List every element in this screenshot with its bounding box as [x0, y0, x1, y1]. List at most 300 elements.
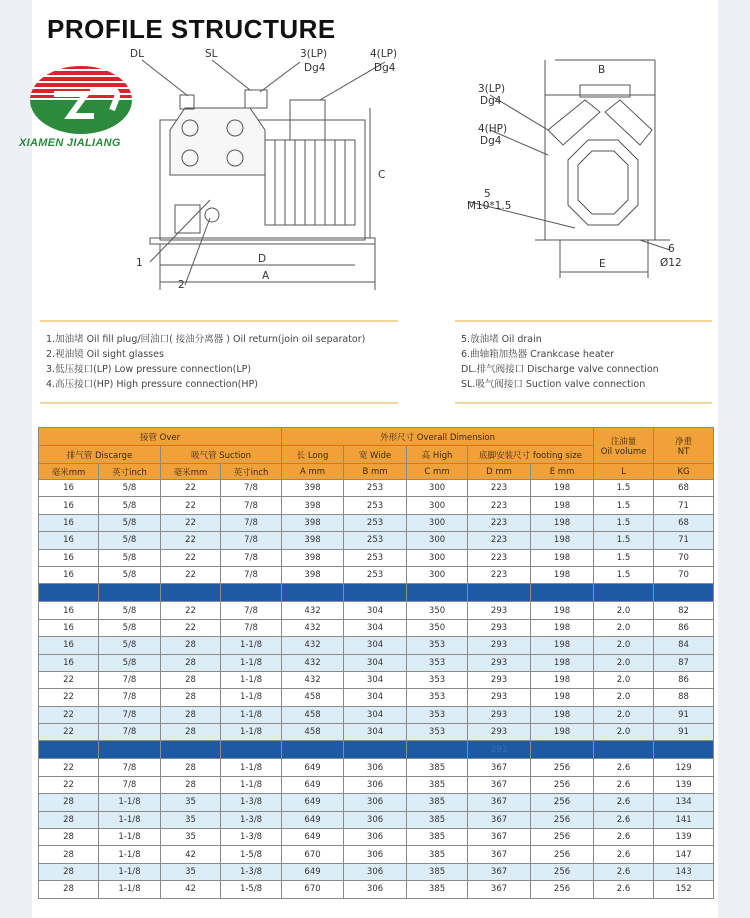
table-cell: 35	[161, 794, 221, 811]
table-cell: 353	[407, 671, 468, 688]
table-cell	[594, 584, 654, 602]
label-dg4-b: Dg4	[374, 62, 396, 74]
table-cell: 198	[531, 637, 594, 654]
table-cell: 7/8	[221, 549, 282, 566]
header-oil-cn: 注油量	[610, 436, 637, 447]
table-cell: 398	[282, 497, 344, 514]
table-cell: 1.5	[594, 480, 654, 497]
table-cell: 82	[654, 602, 714, 619]
table-cell: 2.0	[594, 706, 654, 723]
compressor-drawing	[0, 0, 750, 320]
header-unit: B mm	[344, 464, 407, 480]
table-cell: 293	[468, 654, 531, 671]
table-cell: 16	[39, 602, 99, 619]
table-cell: 22	[161, 619, 221, 636]
table-cell: 28	[39, 846, 99, 863]
table-cell: 304	[344, 671, 407, 688]
table-row	[39, 602, 714, 619]
table-cell: 198	[531, 602, 594, 619]
suction-valve	[245, 90, 267, 108]
table-cell: 16	[39, 637, 99, 654]
table-cell: 293	[468, 619, 531, 636]
table-cell: 68	[654, 514, 714, 531]
table-row	[39, 794, 714, 811]
table-cell: 2.0	[594, 619, 654, 636]
table-cell: 306	[344, 829, 407, 846]
header-unit: A mm	[282, 464, 344, 480]
table-row	[39, 637, 714, 654]
table-row	[39, 514, 714, 531]
table-cell: 28	[161, 759, 221, 776]
table-cell: 1-1/8	[221, 637, 282, 654]
table-cell	[594, 741, 654, 759]
table-cell: 87	[654, 654, 714, 671]
table-cell: 300	[407, 514, 468, 531]
table-cell: 223	[468, 480, 531, 497]
table-cell: 147	[654, 846, 714, 863]
header-unit: 英寸inch	[99, 464, 161, 480]
table-cell: 22	[39, 776, 99, 793]
table-cell: 16	[39, 654, 99, 671]
table-cell: 198	[531, 689, 594, 706]
legend-item: 1.加油堵 Oil fill plug/回油口( 接油分离器 ) Oil return(join oil separator)	[46, 334, 366, 345]
table-cell: 300	[407, 566, 468, 583]
table-cell: 367	[468, 829, 531, 846]
table-cell: 5/8	[99, 532, 161, 549]
table-cell: 35	[161, 829, 221, 846]
table-cell: 367	[468, 863, 531, 880]
table-cell: 1-1/8	[221, 759, 282, 776]
table-row	[39, 497, 714, 514]
table-cell: 22	[161, 514, 221, 531]
table-cell	[99, 741, 161, 759]
table-cell: 88	[654, 689, 714, 706]
header-high: 高 High	[407, 446, 468, 464]
table-cell: 22	[161, 602, 221, 619]
table-row	[39, 566, 714, 583]
table-cell: 649	[282, 794, 344, 811]
table-cell: 2.6	[594, 811, 654, 828]
label-e: E	[599, 258, 606, 270]
table-cell: 398	[282, 480, 344, 497]
table-cell: 7/8	[99, 689, 161, 706]
table-cell: 432	[282, 671, 344, 688]
table-cell: 432	[282, 637, 344, 654]
table-cell: 1.5	[594, 514, 654, 531]
table-cell: 1.5	[594, 497, 654, 514]
table-cell: 367	[468, 811, 531, 828]
table-cell: 1-1/8	[221, 654, 282, 671]
header-unit: 毫米mm	[39, 464, 99, 480]
table-cell: 5/8	[99, 480, 161, 497]
label-1: 1	[136, 257, 143, 269]
table-row	[39, 480, 714, 497]
table-cell: 7/8	[99, 671, 161, 688]
table-cell: 253	[344, 480, 407, 497]
legend-item: 6.曲轴箱加热器 Crankcase heater	[461, 349, 614, 360]
table-cell	[221, 584, 282, 602]
table-cell: 1-1/8	[221, 776, 282, 793]
table-cell: 86	[654, 671, 714, 688]
table-cell: 28	[39, 863, 99, 880]
table-cell: 28	[161, 724, 221, 741]
table-cell: 367	[468, 846, 531, 863]
table-cell: 2.0	[594, 654, 654, 671]
table-cell: 458	[282, 689, 344, 706]
table-cell: 293	[468, 724, 531, 741]
table-cell: 1-1/8	[99, 846, 161, 863]
table-cell: 7/8	[221, 602, 282, 619]
table-cell: 256	[531, 776, 594, 793]
table-cell: 353	[407, 654, 468, 671]
logo-text: XIAMEN JIALIANG	[19, 137, 121, 149]
label-m10: M10*1.5	[467, 200, 512, 212]
table-cell: 293	[468, 689, 531, 706]
table-cell: 22	[39, 689, 99, 706]
table-cell: 16	[39, 532, 99, 549]
table-cell: 68	[654, 480, 714, 497]
legend-item: DL.排气阀接口 Discharge valve connection	[461, 364, 659, 375]
table-cell: 304	[344, 724, 407, 741]
table-cell	[221, 741, 282, 759]
table-cell: 22	[39, 759, 99, 776]
table-cell: 5/8	[99, 497, 161, 514]
table-cell: 7/8	[99, 776, 161, 793]
table-cell: 649	[282, 759, 344, 776]
table-cell: 141	[654, 811, 714, 828]
label-a: A	[262, 270, 270, 282]
table-cell: 385	[407, 776, 468, 793]
legend-item: 4.高压接口(HP) High pressure connection(HP)	[46, 379, 258, 390]
table-cell: 300	[407, 480, 468, 497]
table-cell: 28	[161, 671, 221, 688]
table-cell: 649	[282, 829, 344, 846]
table-cell: 304	[344, 689, 407, 706]
mounting-base	[150, 238, 375, 244]
label-sl: SL	[205, 48, 218, 60]
table-cell: 458	[282, 706, 344, 723]
label-4lp: 4(LP)	[370, 48, 398, 60]
table-cell: 7/8	[221, 514, 282, 531]
table-cell: 198	[531, 724, 594, 741]
table-cell: 22	[39, 724, 99, 741]
table-cell	[161, 584, 221, 602]
label-b: B	[598, 64, 606, 76]
table-cell: 2.6	[594, 794, 654, 811]
table-cell: 253	[344, 549, 407, 566]
table-cell: 2.6	[594, 846, 654, 863]
label-6: 6	[668, 243, 675, 255]
table-cell: 1.5	[594, 566, 654, 583]
table-cell	[407, 741, 468, 759]
table-cell: 1.5	[594, 549, 654, 566]
table-cell: 432	[282, 654, 344, 671]
table-cell: 253	[344, 497, 407, 514]
page-title: PROFILE STRUCTURE	[47, 14, 336, 44]
table-cell: 1-3/8	[221, 829, 282, 846]
legend-item: 2.视油镜 Oil sight glasses	[46, 349, 164, 360]
table-row	[39, 776, 714, 793]
table-cell: 5/8	[99, 602, 161, 619]
table-cell: 306	[344, 759, 407, 776]
table-cell	[654, 584, 714, 602]
table-cell: 198	[531, 532, 594, 549]
table-cell: 1-5/8	[221, 881, 282, 898]
table-cell: 129	[654, 759, 714, 776]
header-wide: 宽 Wide	[344, 446, 407, 464]
table-cell: 2.0	[594, 671, 654, 688]
table-cell: 143	[654, 863, 714, 880]
header-footing: 底脚安装尺寸 footing size	[468, 446, 594, 464]
table-cell: 304	[344, 706, 407, 723]
table-row	[39, 689, 714, 706]
table-cell: 2.6	[594, 881, 654, 898]
table-cell: 7/8	[99, 724, 161, 741]
table-cell: 1-3/8	[221, 794, 282, 811]
header-unit: D mm	[468, 464, 531, 480]
table-cell: 367	[468, 759, 531, 776]
table-cell: 300	[407, 532, 468, 549]
label-2: 2	[178, 279, 185, 291]
table-cell: 1-1/8	[99, 811, 161, 828]
table-cell: 1-1/8	[99, 794, 161, 811]
table-cell: 71	[654, 497, 714, 514]
table-cell: 1-5/8	[221, 846, 282, 863]
table-cell: 300	[407, 497, 468, 514]
table-cell: 398	[282, 514, 344, 531]
table-cell: 2.6	[594, 759, 654, 776]
table-cell: 398	[282, 566, 344, 583]
table-cell	[654, 741, 714, 759]
table-cell: 28	[161, 654, 221, 671]
table-cell: 28	[39, 881, 99, 898]
table-row	[39, 706, 714, 723]
table-row	[39, 846, 714, 863]
table-cell: 398	[282, 549, 344, 566]
table-cell: 256	[531, 863, 594, 880]
table-cell: 304	[344, 637, 407, 654]
table-cell: 71	[654, 532, 714, 549]
table-cell: 458	[282, 724, 344, 741]
table-cell: 28	[161, 689, 221, 706]
table-row	[39, 619, 714, 636]
table-cell: 306	[344, 794, 407, 811]
header-weight-cn: 净重	[675, 436, 693, 447]
table-cell: 353	[407, 689, 468, 706]
table-row	[39, 829, 714, 846]
label-3lp-side: 3(LP)	[478, 83, 506, 95]
label-4hp-side: 4(HP)	[478, 123, 508, 135]
table-cell: 198	[531, 497, 594, 514]
table-cell: 22	[39, 671, 99, 688]
table-cell: 1-1/8	[221, 706, 282, 723]
table-cell: 198	[531, 480, 594, 497]
table-cell: 28	[39, 794, 99, 811]
legend-right	[455, 320, 712, 404]
table-cell: 385	[407, 881, 468, 898]
table-cell: 649	[282, 776, 344, 793]
spec-table	[38, 427, 714, 899]
table-cell: 7/8	[99, 706, 161, 723]
table-cell: 432	[282, 619, 344, 636]
table-cell: 139	[654, 829, 714, 846]
label-dg4-d: Dg4	[480, 135, 502, 147]
table-cell: 256	[531, 759, 594, 776]
table-cell	[282, 584, 344, 602]
legend-left	[40, 320, 398, 404]
table-cell: 16	[39, 566, 99, 583]
table-row	[39, 759, 714, 776]
table-cell: 22	[161, 480, 221, 497]
table-cell: 385	[407, 829, 468, 846]
table-cell: 385	[407, 759, 468, 776]
table-cell: 353	[407, 724, 468, 741]
table-cell: 2.0	[594, 602, 654, 619]
table-cell: 22	[39, 706, 99, 723]
header-unit: L	[594, 464, 654, 480]
label-dl: DL	[130, 48, 144, 60]
table-cell: 293	[468, 637, 531, 654]
header-dimension: 外形尺寸 Overall Dimension	[282, 428, 594, 446]
legend-item: 5.放油堵 Oil drain	[461, 334, 542, 345]
header-oil	[594, 428, 654, 464]
table-cell: 2.6	[594, 829, 654, 846]
table-cell: 223	[468, 566, 531, 583]
table-cell: 398	[282, 532, 344, 549]
header-weight	[654, 428, 714, 464]
table-cell: 134	[654, 794, 714, 811]
table-cell: 42	[161, 881, 221, 898]
table-cell: 16	[39, 549, 99, 566]
table-cell: 2.0	[594, 689, 654, 706]
table-cell: 1-3/8	[221, 863, 282, 880]
header-unit: 英寸inch	[221, 464, 282, 480]
table-cell: 300	[407, 549, 468, 566]
table-row	[39, 549, 714, 566]
label-c: C	[378, 169, 386, 181]
table-cell: 306	[344, 846, 407, 863]
table-cell: 7/8	[221, 480, 282, 497]
table-cell: 293	[468, 706, 531, 723]
table-cell: 256	[531, 846, 594, 863]
oil-sight-glass	[205, 208, 219, 222]
label-3lp: 3(LP)	[300, 48, 328, 60]
table-cell: 1-3/8	[221, 811, 282, 828]
table-cell: 28	[161, 637, 221, 654]
table-row	[39, 881, 714, 898]
legend-item: SL.吸气阀接口 Suction valve connection	[461, 379, 646, 390]
table-cell: 306	[344, 776, 407, 793]
table-cell: 22	[161, 532, 221, 549]
table-cell: 367	[468, 794, 531, 811]
table-cell: 223	[468, 514, 531, 531]
table-cell: 256	[531, 811, 594, 828]
table-row	[39, 532, 714, 549]
table-cell: 28	[39, 829, 99, 846]
table-cell	[161, 741, 221, 759]
table-cell	[531, 741, 594, 759]
table-cell	[468, 584, 531, 602]
table-row	[39, 724, 714, 741]
table-cell	[344, 584, 407, 602]
table-cell: 385	[407, 811, 468, 828]
table-cell: 5/8	[99, 514, 161, 531]
label-dg4-a: Dg4	[304, 62, 326, 74]
table-cell: 2.6	[594, 863, 654, 880]
table-cell: 253	[344, 566, 407, 583]
table-cell: 306	[344, 863, 407, 880]
discharge-valve	[180, 95, 194, 109]
header-long: 长 Long	[282, 446, 344, 464]
table-cell: 5/8	[99, 654, 161, 671]
table-row	[39, 811, 714, 828]
header-weight-en: NT	[677, 446, 690, 457]
table-cell: 7/8	[221, 497, 282, 514]
table-separator-row	[39, 584, 714, 602]
table-cell: 35	[161, 811, 221, 828]
table-cell: 350	[407, 619, 468, 636]
table-cell: 1-1/8	[99, 881, 161, 898]
table-cell: 86	[654, 619, 714, 636]
label-5: 5	[484, 188, 491, 200]
label-d: D	[258, 253, 267, 265]
table-cell: 256	[531, 794, 594, 811]
table-cell: 293	[468, 741, 531, 759]
table-cell: 304	[344, 654, 407, 671]
label-phi12: Ø12	[660, 257, 682, 269]
table-cell: 304	[344, 619, 407, 636]
table-cell: 42	[161, 846, 221, 863]
table-cell: 223	[468, 532, 531, 549]
cooling-fins	[275, 140, 345, 225]
table-cell: 5/8	[99, 619, 161, 636]
table-cell: 670	[282, 846, 344, 863]
table-cell: 1-1/8	[99, 829, 161, 846]
table-cell: 28	[39, 811, 99, 828]
table-cell: 2.0	[594, 637, 654, 654]
table-cell: 367	[468, 776, 531, 793]
table-cell: 1-1/8	[221, 689, 282, 706]
label-dg4-c: Dg4	[480, 95, 502, 107]
table-cell: 432	[282, 602, 344, 619]
table-cell: 253	[344, 514, 407, 531]
table-cell: 670	[282, 881, 344, 898]
table-cell	[344, 741, 407, 759]
table-cell	[99, 584, 161, 602]
table-cell: 5/8	[99, 566, 161, 583]
table-cell: 70	[654, 549, 714, 566]
table-row	[39, 654, 714, 671]
table-cell: 2.6	[594, 776, 654, 793]
table-cell: 2.0	[594, 724, 654, 741]
table-cell: 223	[468, 549, 531, 566]
table-cell: 7/8	[221, 566, 282, 583]
legend-item: 3.低压接口(LP) Low pressure connection(LP)	[46, 364, 252, 375]
table-cell: 28	[161, 776, 221, 793]
table-cell: 198	[531, 654, 594, 671]
header-unit: KG	[654, 464, 714, 480]
table-cell: 1-1/8	[221, 724, 282, 741]
table-cell: 22	[161, 549, 221, 566]
table-cell: 385	[407, 863, 468, 880]
table-cell: 5/8	[99, 549, 161, 566]
table-cell: 293	[468, 602, 531, 619]
table-cell	[531, 584, 594, 602]
table-cell: 16	[39, 480, 99, 497]
table-cell: 223	[468, 497, 531, 514]
table-cell: 198	[531, 549, 594, 566]
table-cell: 256	[531, 829, 594, 846]
